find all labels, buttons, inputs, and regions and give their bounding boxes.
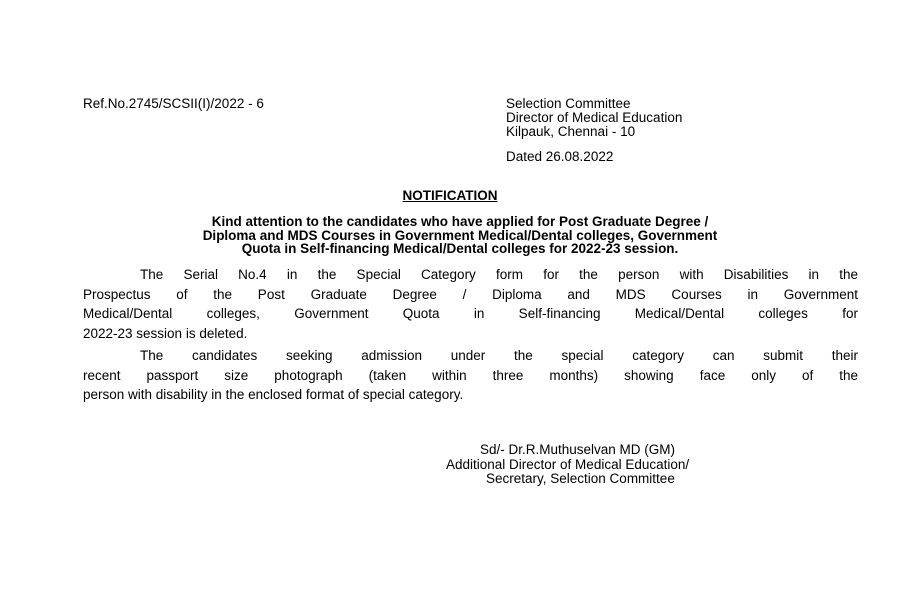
- signatory-name: Sd/- Dr.R.Muthuselvan MD (GM): [480, 442, 676, 457]
- committee-line: Kilpauk, Chennai - 10: [506, 124, 636, 139]
- paragraph-line: person with disability in the enclosed format of special category.: [83, 387, 464, 402]
- paragraph-photo-instructions: [83, 346, 858, 405]
- date-line: Dated 26.08.2022: [506, 149, 614, 164]
- notification-title: NOTIFICATION: [402, 188, 498, 203]
- signatory-designation: Additional Director of Medical Education/: [446, 456, 690, 472]
- paragraph-line: Prospectus of the Post Graduate Degree / Diploma and MDS Courses in Government: [83, 286, 858, 302]
- committee-line: Selection Committee: [506, 96, 631, 111]
- attention-line: Diploma and MDS Courses in Government Medical/Dental colleges, Government: [202, 227, 718, 243]
- paragraph-line: The Serial No.4 in the Special Category form for the person with Disabilities in the: [140, 267, 858, 282]
- attention-heading: [60, 215, 860, 256]
- paragraph-line: 2022-23 session is deleted.: [83, 325, 248, 341]
- committee-line: Director of Medical Education: [506, 110, 683, 125]
- paragraph-line: Medical/Dental colleges, Government Quota in Self-financing Medical/Dental colleges for: [83, 306, 858, 321]
- paragraph-line: recent passport size photograph (taken within three months) showing face only of the: [83, 367, 858, 383]
- attention-line: Quota in Self-financing Medical/Dental colleges for 2022-23 session.: [241, 241, 679, 256]
- attention-line: Kind attention to the candidates who have applied for Post Graduate Degree /: [211, 214, 709, 229]
- paragraph-deletion-notice: [83, 265, 858, 343]
- issuing-office-block: [506, 97, 682, 139]
- signatory-role: Secretary, Selection Committee: [486, 471, 675, 486]
- signature-block: [446, 443, 689, 487]
- reference-number: Ref.No.2745/SCSII(I)/2022 - 6: [83, 96, 264, 111]
- paragraph-line: The candidates seeking admission under the special category can submit their: [140, 348, 858, 363]
